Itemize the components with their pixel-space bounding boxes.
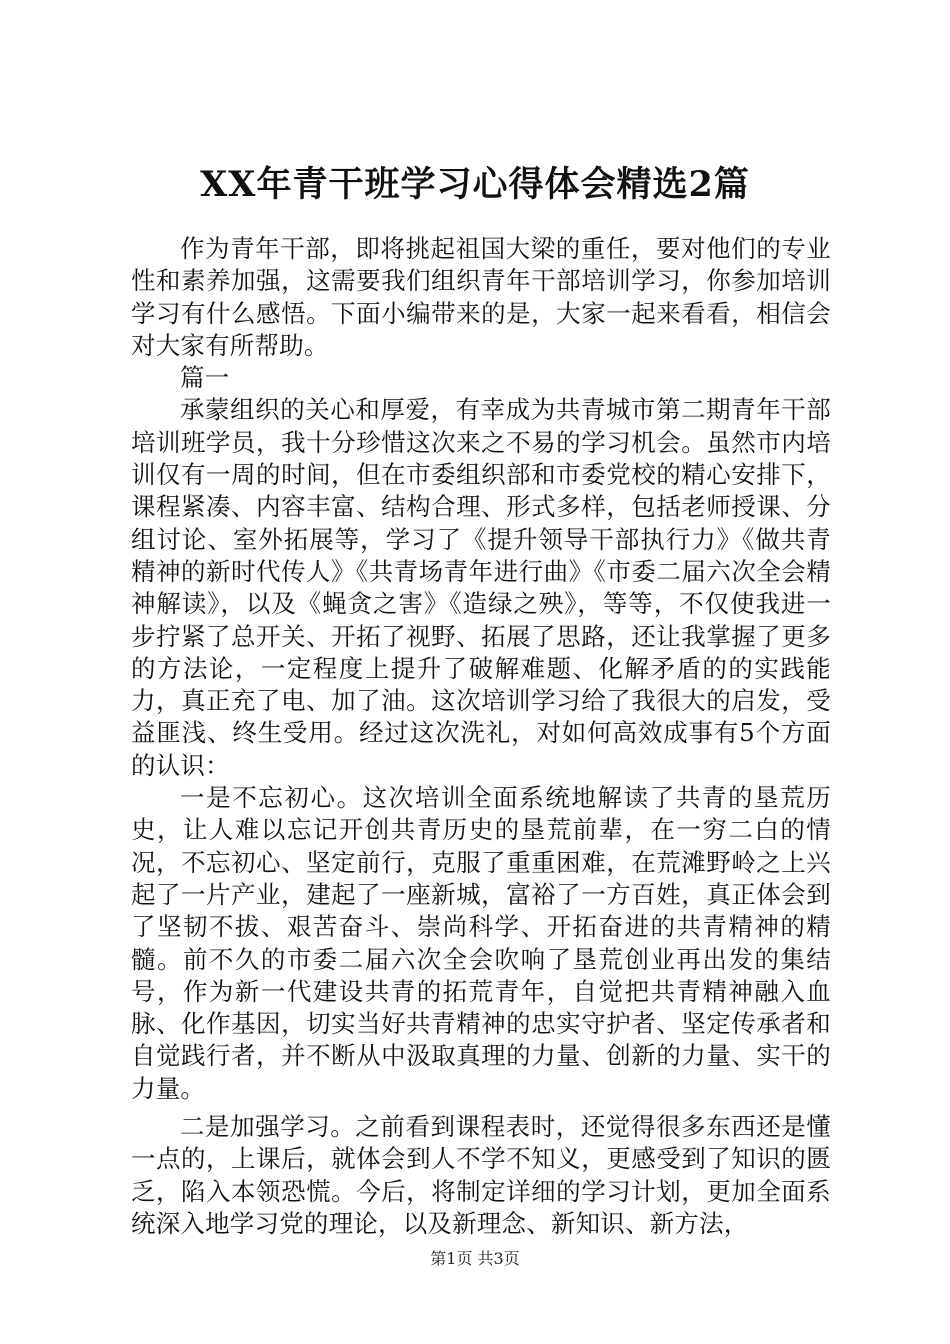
intro-paragraph: 作为青年干部，即将挑起祖国大梁的重任，要对他们的专业性和素养加强，这需要我们组织青年干部培训学习，你参加培训学习有什么感悟。下面小编带来的是，大家一起来看看，相信会对大家有所帮助。	[131, 234, 831, 360]
page-footer: 第1页 共3页	[430, 1249, 520, 1268]
body-paragraph-opening: 承蒙组织的关心和厚爱，有幸成为共青城市第二期青年干部培训班学员，我十分珍惜这次来之不易的学习机会。虽然市内培训仅有一周的时间，但在市委组织部和市委党校的精心安排下，课程紧凑、内容丰富、结构合理、形式多样，包括老师授课、分组讨论、室外拓展等，学习了《提升领导干部执行力》《做共青精神的新时代传人》《共青场青年进行曲》《市委二届六次全会精神解读》，以及《蝇贪之害》《造绿之殃》，等等，不仅使我进一步拧紧了总开关、开拓了视野、拓展了思路，还让我掌握了更多的方法论，一定程度上提升了破解难题、化解矛盾的的实践能力，真正充了电、加了油。这次培训学习给了我很大的启发，受益匪浅、终生受用。经过这次洗礼，对如何高效成事有5个方面的认识：	[131, 395, 831, 780]
document-body	[131, 233, 831, 1240]
body-paragraph-point-two: 二是加强学习。之前看到课程表时，还觉得很多东西还是懂一点的，上课后，就体会到人不学不知义，更感受到了知识的匮乏，陷入本领恐慌。今后，将制定详细的学习计划，更加全面系统深入地学习党的理论，以及新理念、新知识、新方法，	[131, 1112, 831, 1238]
body-paragraph-point-one: 一是不忘初心。这次培训全面系统地解读了共青的垦荒历史，让人难以忘记开创共青历史的垦荒前辈，在一穷二白的情况，不忘初心、坚定前行，克服了重重困难，在荒滩野岭之上兴起了一片产业，建起了一座新城，富裕了一方百姓，真正体会到了坚韧不拔、艰苦奋斗、崇尚科学、开拓奋进的共青精神的精髓。前不久的市委二届六次全会吹响了垦荒创业再出发的集结号，作为新一代建设共青的拓荒青年，自觉把共青精神融入血脉、化作基因，切实当好共青精神的忠实守护者、坚定传承者和自觉践行者，并不断从中汲取真理的力量、创新的力量、实干的力量。	[131, 783, 831, 1103]
section-heading-part-one: 篇一	[180, 363, 230, 393]
document-title: XX年青干班学习心得体会精选2篇	[200, 164, 750, 205]
